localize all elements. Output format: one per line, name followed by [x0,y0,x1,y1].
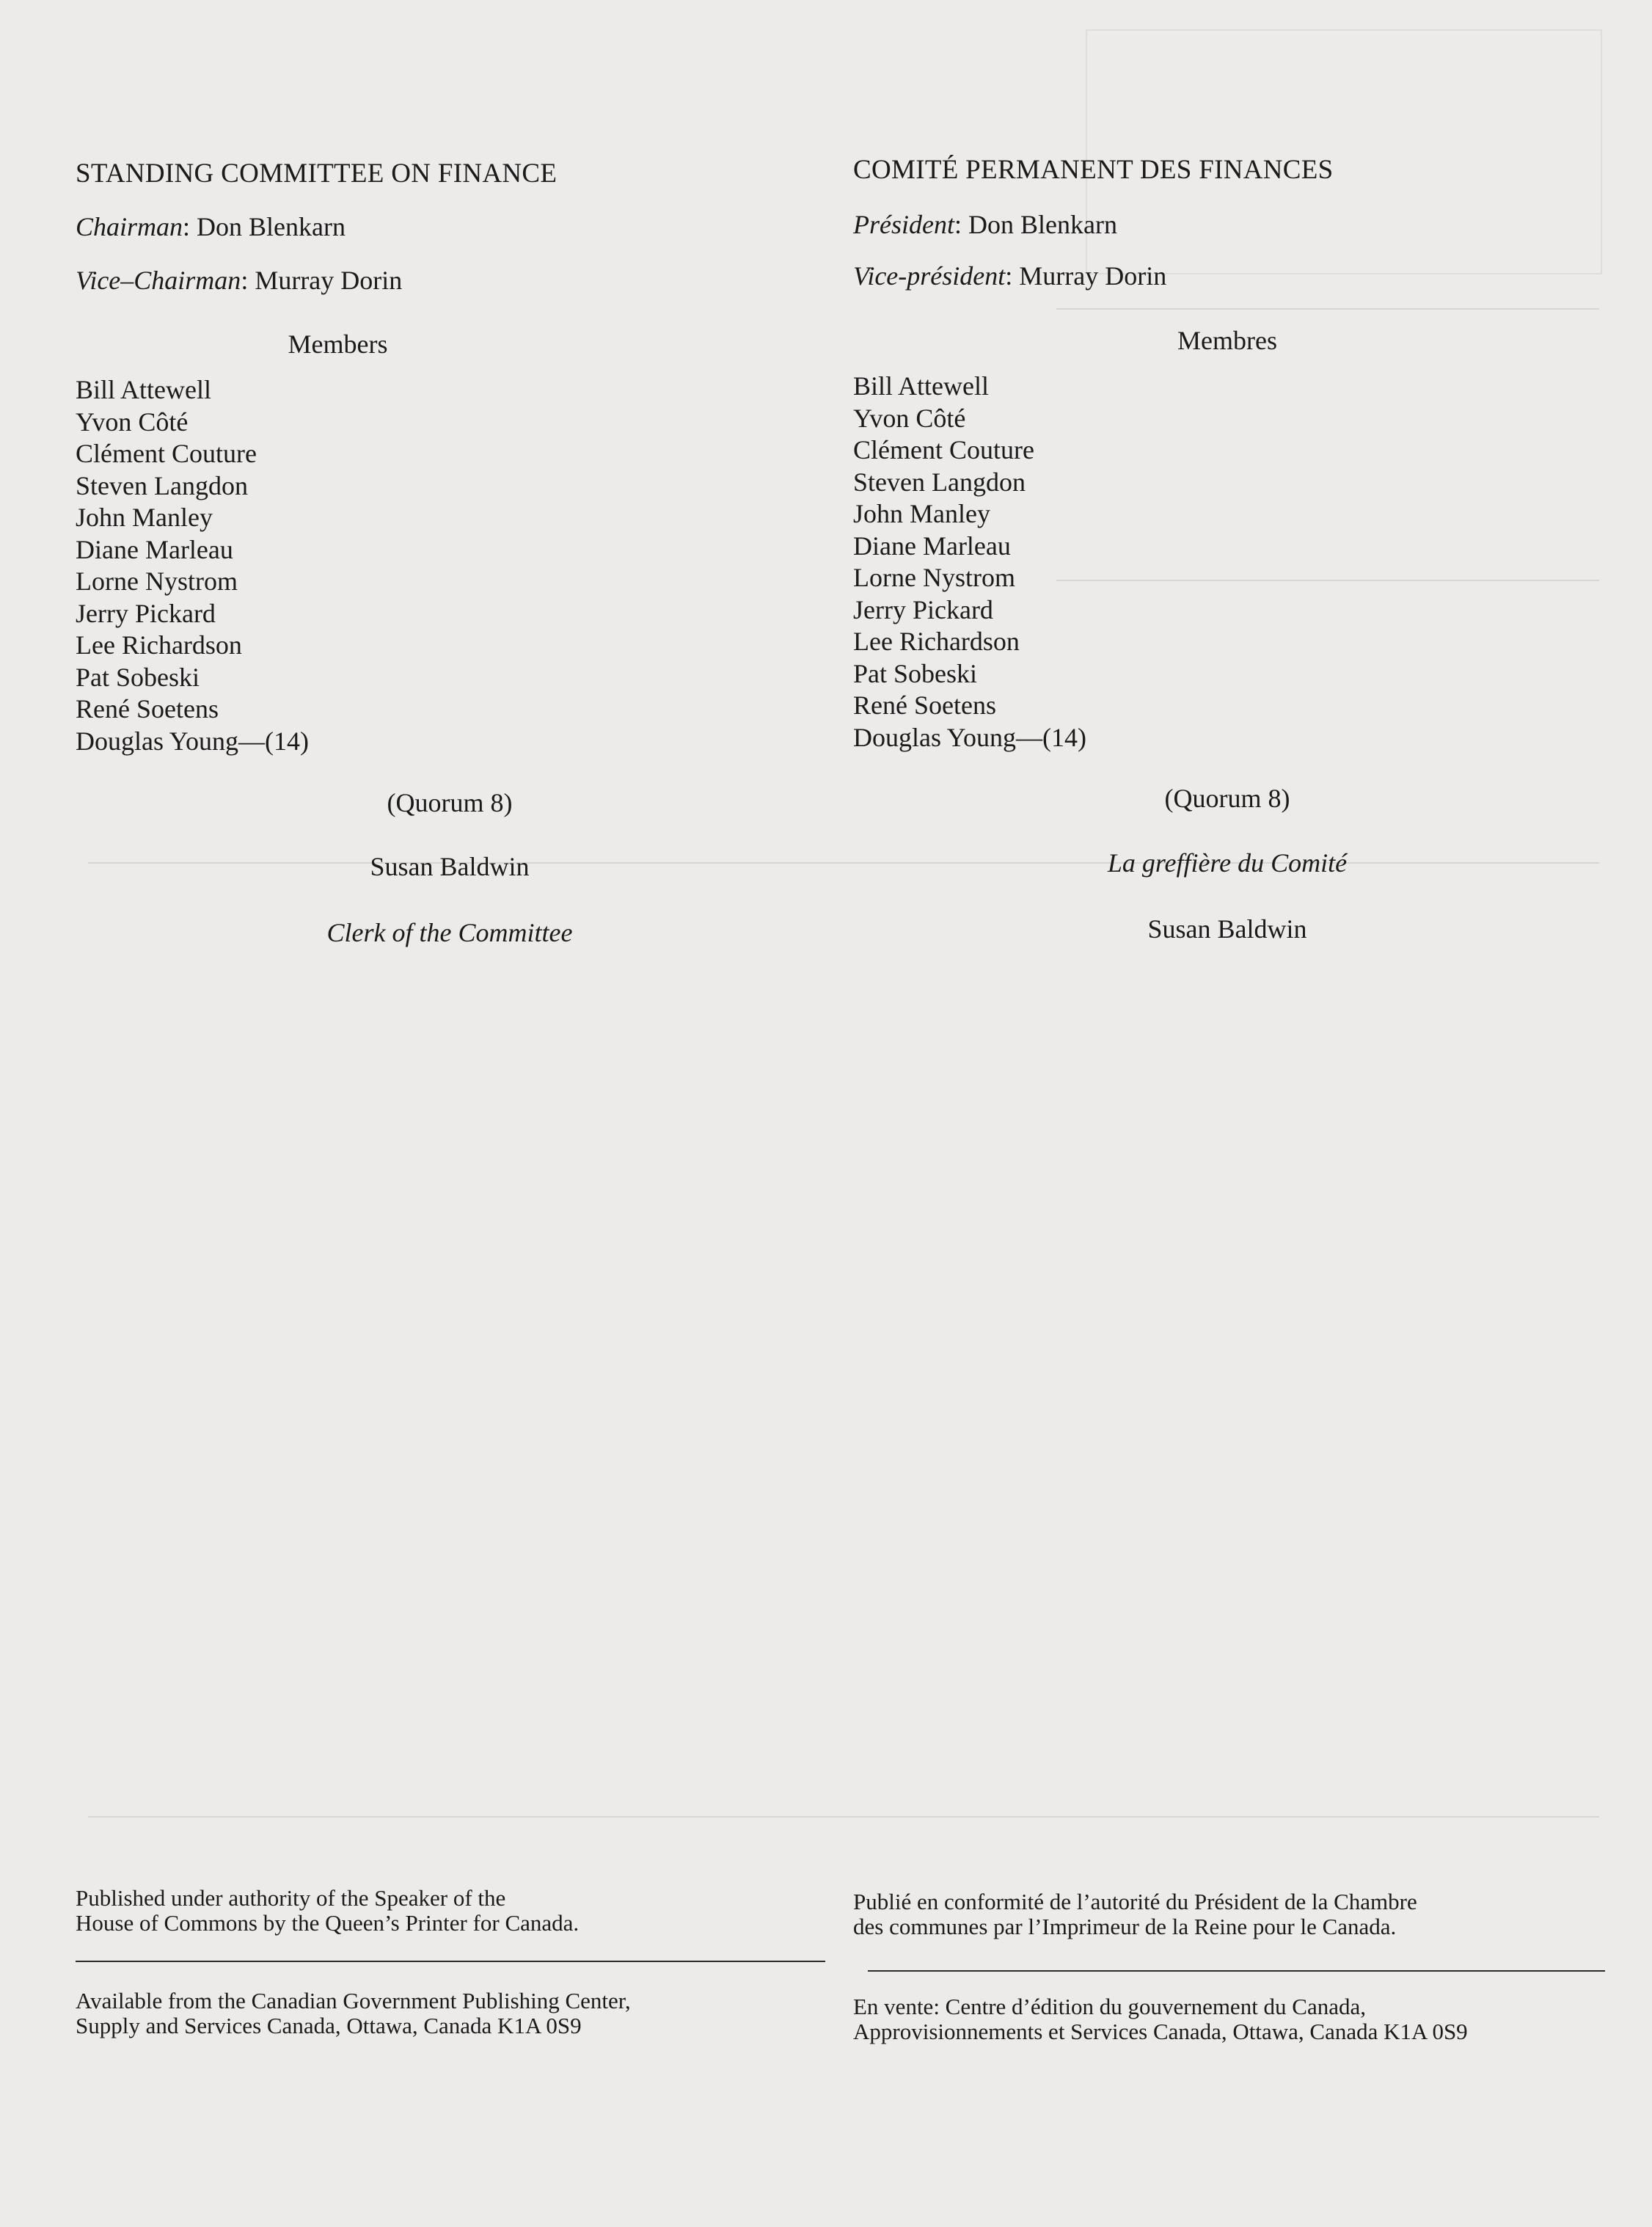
availability-line: En vente: Centre d’édition du gouvernement du Canada, [853,1994,1367,2019]
published-line: des communes par l’Imprimeur de la Reine pour le Canada. [853,1914,1397,1939]
member-item: Jerry Pickard [76,598,216,628]
member-item: Steven Langdon [853,467,1026,497]
availability-notice [853,1994,1623,2044]
members-list [853,371,1086,754]
committee-name: COMITÉ PERMANENT DES FINANCES [853,155,1334,185]
member-item: John Manley [853,499,990,528]
member-item: Lorne Nystrom [853,563,1015,592]
vice-chairman-name: : Murray Dorin [241,266,403,295]
show-through-rule [1056,308,1599,310]
members-heading: Members [288,329,388,359]
member-item: René Soetens [853,690,996,720]
member-item: Yvon Côté [76,407,189,437]
member-item: Pat Sobeski [76,662,200,692]
availability-line: Available from the Canadian Government Publishing Center, [76,1988,631,2013]
clerk-title: La greffière du Comité [1107,848,1348,878]
divider-rule [868,1970,1605,1972]
published-line: House of Commons by the Queen’s Printer for Canada. [76,1910,580,1936]
member-item: Douglas Young—(14) [853,722,1087,752]
member-item: René Soetens [76,694,219,723]
president-line [853,209,1117,240]
member-item: Douglas Young—(14) [76,726,310,756]
members-heading: Membres [1177,326,1277,355]
clerk-title: Clerk of the Committee [326,918,573,947]
vice-chairman-label: Vice–Chairman [76,266,241,295]
member-item: Bill Attewell [853,371,989,401]
divider-rule [76,1961,825,1962]
show-through-rule [1056,580,1599,581]
vice-president-label: Vice-président [853,261,1006,291]
show-through-mark [528,462,822,543]
quorum-text: (Quorum 8) [1164,784,1290,813]
member-item: Yvon Côté [853,403,966,433]
show-through-rule [88,1816,1599,1818]
published-notice [853,1889,1623,1939]
published-line: Publié en conformité de l’autorité du Président de la Chambre [853,1889,1417,1914]
member-item: Clément Couture [76,439,257,468]
member-item: Bill Attewell [76,375,211,404]
show-through-mail-box [1086,29,1602,274]
member-item: Diane Marleau [76,534,233,564]
member-item: Clément Couture [853,435,1034,464]
committee-name: STANDING COMMITTEE ON FINANCE [76,158,558,189]
quorum-text: (Quorum 8) [387,788,513,817]
member-item: John Manley [76,503,213,532]
vice-president-name: : Murray Dorin [1005,261,1167,291]
member-item: Lorne Nystrom [76,566,238,596]
member-item: Jerry Pickard [853,594,993,624]
vice-chairman-line [76,265,402,296]
members-list [76,374,309,757]
clerk-name: Susan Baldwin [370,852,530,881]
availability-notice [76,1989,846,2038]
published-notice [76,1886,846,1936]
chairman-line [76,211,346,242]
availability-line: Approvisionnements et Services Canada, Ottawa, Canada K1A 0S9 [853,2019,1468,2044]
member-item: Diane Marleau [853,531,1011,561]
president-name: : Don Blenkarn [954,210,1117,239]
member-item: Pat Sobeski [853,658,978,688]
chairman-name: : Don Blenkarn [183,212,346,241]
vice-president-line [853,260,1166,291]
clerk-name: Susan Baldwin [1147,914,1307,944]
member-item: Lee Richardson [76,630,242,660]
availability-line: Supply and Services Canada, Ottawa, Canada K1A 0S9 [76,2013,582,2038]
member-item: Lee Richardson [853,627,1020,656]
chairman-label: Chairman [76,212,183,241]
president-label: Président [853,210,954,239]
published-line: Published under authority of the Speaker of the [76,1885,506,1911]
member-item: Steven Langdon [76,470,248,500]
